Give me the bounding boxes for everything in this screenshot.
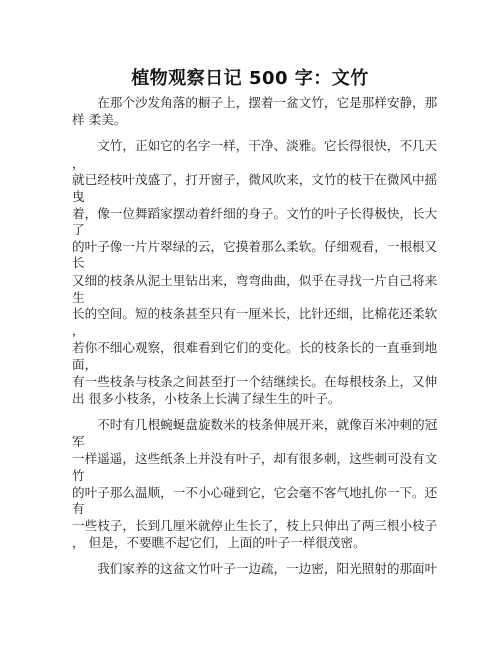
text-line: 曳	[72, 189, 85, 204]
text-line: 有一些枝条与枝条之间甚至打一个结继续长。在每根枝条上，又伸	[72, 374, 438, 389]
text-line: 有	[72, 501, 85, 516]
text-line: 一样遥遥，这些纸条上并没有叶子，却有很多刺，这些刺可没有文	[72, 451, 438, 466]
text-line: 生	[72, 290, 85, 305]
text-line: 面，	[72, 357, 98, 372]
text-line: 长的空间。短的枝条甚至只有一厘米长，比针还细，比棉花还柔软	[72, 306, 438, 321]
text-line: 的叶子那么温顺，一不小心碰到它，它会毫不客气地扎你一下。还	[72, 485, 438, 500]
text-line: 的叶子像一片片翠绿的云，它摸着那么柔软。仔细观看，一根根又	[72, 239, 438, 254]
text-line: 又细的枝条从泥土里钻出来，弯弯曲曲，似乎在寻找一片自己将来	[72, 273, 438, 288]
document-title: 植物观察日记 500 字：文竹	[131, 68, 369, 89]
text-line: 出 很多小枝条，小枝条上长满了绿生生的叶子。	[72, 391, 341, 406]
text-line: 长	[72, 255, 85, 270]
text-line: 着，像一位舞蹈家摆动着纤细的身子。文竹的叶子长得极快，长大	[72, 206, 438, 221]
text-line: 我们家养的这盆文竹叶子一边疏，一边密，阳光照射的那面叶	[72, 561, 438, 576]
text-line: ，	[72, 323, 85, 338]
text-line: 竹	[72, 468, 85, 483]
text-line: 就已经枝叶茂盛了，打开窗子，微风吹来，文竹的枝干在微风中摇	[72, 172, 438, 187]
text-line: 不时有几根蜿蜒盘旋数米的枝条伸展开来，就像百米冲刺的冠	[72, 417, 438, 432]
text-line: 了	[72, 222, 85, 237]
text-line: 样 柔美。	[72, 112, 127, 127]
text-line: 在那个沙发角落的橱子上，摆着一盆文竹，它是那样安静，那	[72, 95, 438, 110]
text-line: ，	[72, 156, 85, 171]
text-line: 一些枝子，长到几厘米就停止生长了，枝上只伸出了两三根小枝子	[72, 518, 438, 533]
text-line: 军	[72, 434, 85, 449]
text-line: 文竹，正如它的名字一样，干净、淡雅。它长得很快，不几天	[72, 138, 438, 153]
text-line: 若你不细心观察，很难看到它们的变化。长的枝条长的一直垂到地	[72, 340, 438, 355]
text-line: ， 但是，不要瞧不起它们，上面的叶子一样很茂密。	[72, 535, 366, 550]
